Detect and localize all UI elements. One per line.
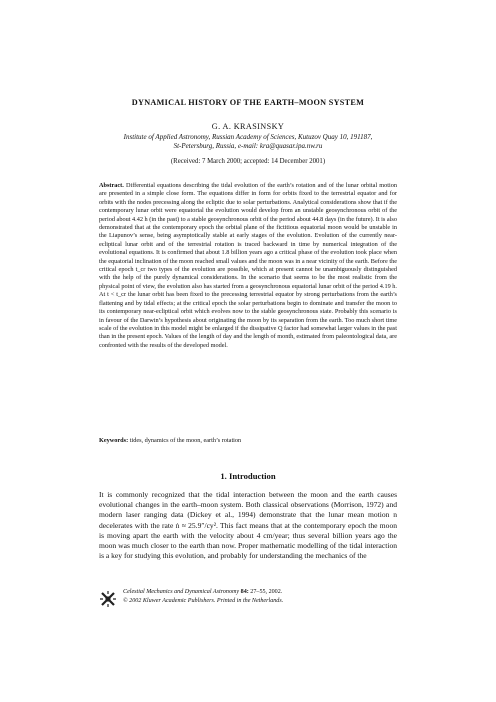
journal-pages: 27–55, 2002.	[250, 589, 283, 595]
affiliation-line: Institute of Applied Astronomy, Russian Academy of Sciences, Kutuzov Quay 10, 191187,	[123, 133, 373, 141]
journal-volume: 84:	[240, 589, 249, 595]
copyright-line: © 2002 Kluwer Academic Publishers. Printed in the Netherlands.	[123, 597, 284, 604]
keywords-text: tides, dynamics of the moon, earth’s rotation	[129, 437, 242, 444]
keywords-label: Keywords:	[99, 437, 129, 444]
footer-citation	[123, 588, 283, 605]
received-dates: (Received: 7 March 2000; accepted: 14 December 2001)	[170, 158, 326, 165]
abstract-text: Differential equations describing the tidal evolution of the earth’s rotation and of the lunar orbital motion are presented in a simple close form. The equations differ in form for orbits fixed to the terrestrial equator and for orbits with the nodes precessing along the ecliptic due to solar perturbations. Analytical considerations show that if the contemporary lunar orbit were equatorial the evolution would develop from an unstable geosynchronous orbit of the period about 4.42 h (in the past) to a stable geosynchronous orbit of the period about 44.8 days (in the future). It is also demonstrated that at the contemporary epoch the orbital plane of the fictitious equatorial moon would be unstable in the Liapunov’s sense, being asymptotically stable at early stages of the evolution. Evolution of the currently near-ecliptical lunar orbit and of the terrestrial rotation is traced backward in time by numerical integration of the evolutional equations. It is confirmed that about 1.8 billion years ago a critical phase of the evolution took place when the equatorial inclination of the moon reached small values and the moon was in a near vicinity of the earth. Before the critical epoch t_cr two types of the evolution are possible, which at present cannot be unambiguously distinguished with the help of the purely dynamical considerations. In the scenario that seems to be the most realistic from the physical point of view, the evolution also has started from a geosynchronous equatorial lunar orbit of the period 4.19 h. At t < t_cr the lunar orbit has been fixed to the precessing terrestrial equator by strong perturbations from the earth’s flattening and by tidal effects; at the critical epoch the solar perturbations begin to dominate and transfer the moon to its contemporary near-ecliptical orbit which evolves now to the stable geosynchronous state. Probably this scenario is in favour of the Darwin’s hypothesis about originating the moon by its separation from the earth. Too much short time scale of the evolution in this model might be enlarged if the dissipative Q factor had somewhat larger values in the past than in the present epoch. Values of the length of day and the length of month, estimated from paleontological data, are confronted with the results of the developed model.	[99, 182, 397, 349]
introduction-paragraph: It is commonly recognized that the tidal interaction between the moon and the earth causes evolutional changes in the earth–moon system. Both classical observations (Morrison, 1972) and modern laser ranging data (Dickey et al., 1994) demonstrate that the lunar mean motion n decelerates with the rate ṅ ≈ 25.9″/cy². This fact means that at the contemporary epoch the moon is moving apart the earth with the velocity about 4 cm/year; thus several billion years ago the moon was much closer to the earth than now. Proper mathematic modelling of the tidal interaction is a key for studying this evolution, and probably for understanding the mechanics of the	[99, 490, 397, 561]
abstract-label: Abstract.	[99, 182, 124, 189]
section-heading: 1. Introduction	[220, 471, 276, 481]
journal-name: Celestial Mechanics and Dynamical Astronomy	[123, 589, 240, 595]
keywords	[99, 437, 397, 445]
paper-title: DYNAMICAL HISTORY OF THE EARTH–MOON SYSTEM	[131, 98, 365, 107]
affiliation-line: St-Petersburg, Russia, e-mail: kra@quasar.ipa.nw.ru	[173, 142, 323, 151]
author-name: G. A. KRASINSKY	[211, 122, 285, 131]
author-affiliation	[60, 133, 436, 151]
abstract	[99, 182, 397, 350]
publisher-footer	[99, 588, 419, 610]
publisher-logo-icon	[99, 590, 117, 608]
journal-line	[123, 588, 283, 597]
